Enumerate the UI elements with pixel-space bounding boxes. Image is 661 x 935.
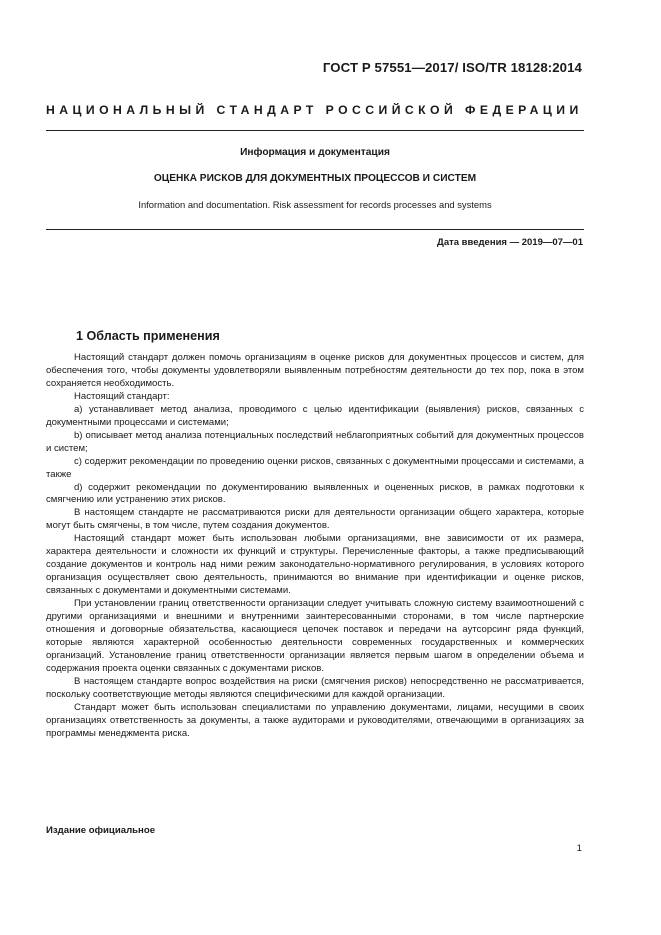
paragraph: Стандарт может быть использован специалистами по управлению документами, лицами, несущими в своих организациях ответственность за документы, а также аудиторами и руководителями, отвечающими в организациях за программы менеджмента риска. xyxy=(46,701,584,739)
list-item: a) устанавливает метод анализа, проводимого с целью идентификации (выявления) рисков, связанных с документными процессами и системами; xyxy=(46,403,584,428)
section-body xyxy=(46,352,584,741)
paragraph: Настоящий стандарт может быть использован любыми организациями, вне зависимости от их размера, характера деятельности и сложности их функций и структуры. Перечисленные факторы, а также предписывающий создание документов и контроль над ними режим законодательно-нормативного регулирования, в условиях которого организация осуществляет свою деятельность, принимаются во внимание при идентификации и оценке рисков, связанных с документами и документными системами. xyxy=(46,533,584,597)
list-item: d) содержит рекомендации по документированию выявленных и оцененных рисков, в рамках подготовки к смягчению или устранению этих рисков. xyxy=(46,481,584,506)
national-standard-title: НАЦИОНАЛЬНЫЙ СТАНДАРТ РОССИЙСКОЙ ФЕДЕРАЦИИ xyxy=(46,103,583,117)
paragraph: В настоящем стандарте не рассматриваются риски для деятельности организации общего характера, которые могут быть смягчены, в том числе, путем создания документов. xyxy=(46,507,584,532)
introduction-date: Дата введения — 2019—07—01 xyxy=(437,237,583,248)
header-divider xyxy=(46,130,584,131)
series-title: Информация и документация xyxy=(240,147,390,158)
list-item: b) описывает метод анализа потенциальных последствий неблагоприятных событий для документных процессов и систем; xyxy=(46,429,584,454)
paragraph: Настоящий стандарт: xyxy=(74,390,170,402)
section-heading: 1 Область применения xyxy=(76,329,220,343)
official-edition-label: Издание официальное xyxy=(46,825,156,836)
standard-code: ГОСТ Р 57551—2017/ ISO/TR 18128:2014 xyxy=(322,60,582,75)
paragraph: В настоящем стандарте вопрос воздействия на риски (смягчения рисков) непосредственно не рассматривается, поскольку соответствующие методы являются специфическими для каждой организации. xyxy=(46,675,584,700)
document-title-en: Information and documentation. Risk assessment for records processes and systems xyxy=(138,199,492,210)
paragraph: Настоящий стандарт должен помочь организациям в оценке рисков для документных процессов и систем, для обеспечения того, чтобы документы удовлетворяли выявленным потребностям деятельности до тех пор, пока в этом сохраняется необходимость. xyxy=(46,352,584,389)
title-divider xyxy=(46,229,584,230)
list-item: c) содержит рекомендации по проведению оценки рисков, связанных с документными процессами и системами, а также xyxy=(46,455,584,480)
document-title-ru: ОЦЕНКА РИСКОВ ДЛЯ ДОКУМЕНТНЫХ ПРОЦЕССОВ И СИСТЕМ xyxy=(153,173,477,184)
page-number: 1 xyxy=(576,843,582,854)
paragraph: При установлении границ ответственности организации следует учитывать сложную систему взаимоотношений с другими организациями и внешними и внутренними заинтересованными сторонами, в том числе партнерские отношения и договорные обязательства, касающиеся цепочек поставок и передачи на аутсорсинг ряда функций, которые являются характерной особенностью деятельности современных государственных и коммерческих организаций. Установление границ ответственности организации является первым шагом в определении объема и содержания проекта оценки связанных с документами рисков. xyxy=(46,598,584,674)
